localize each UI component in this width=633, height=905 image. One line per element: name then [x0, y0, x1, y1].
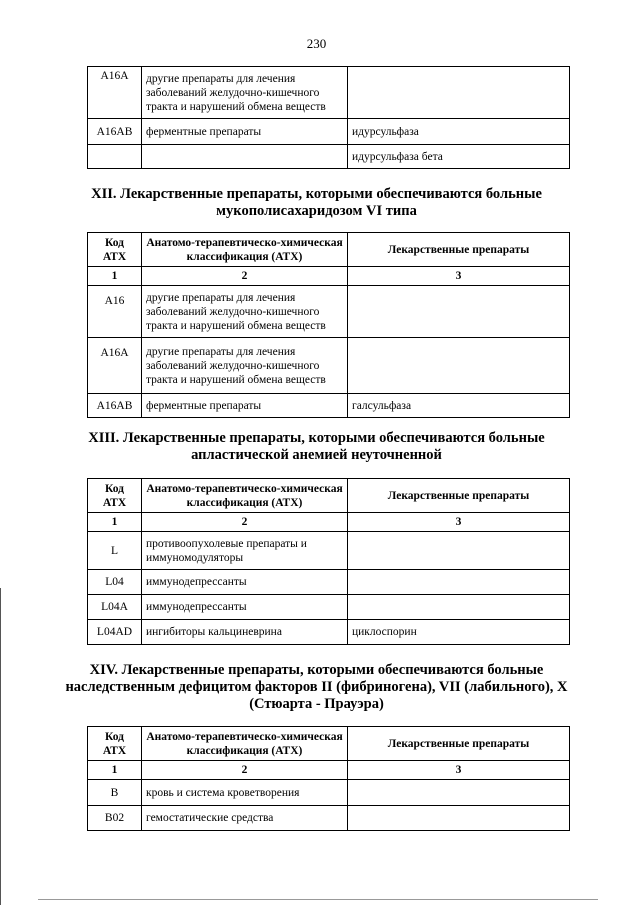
drug-name: [348, 67, 570, 119]
table-header-row: [88, 727, 570, 761]
header-drugs: Лекарственные препараты: [348, 233, 570, 267]
column-number: 3: [348, 267, 570, 286]
header-classification: Анатомо-терапевтическо-химическая классификация (АТХ): [142, 479, 348, 513]
atx-classification: противоопухолевые препараты и иммуномодуляторы: [142, 532, 348, 570]
column-number-row: [88, 761, 570, 780]
table-row: [88, 119, 570, 145]
page-number: 230: [306, 36, 327, 51]
column-number: 1: [88, 761, 142, 780]
atx-code: L04AD: [88, 620, 142, 645]
atx-classification: [142, 145, 348, 169]
table-row: [88, 286, 570, 338]
atx-code: A16AB: [88, 394, 142, 418]
drug-name: [348, 286, 570, 338]
atx-code: [88, 145, 142, 169]
drug-name: [348, 806, 570, 831]
atx-classification: другие препараты для лечения заболеваний желудочно-кишечного тракта и нарушений обмена веществ: [142, 338, 348, 394]
atx-classification: ферментные препараты: [142, 119, 348, 145]
drug-name: [348, 780, 570, 806]
table-row: [88, 780, 570, 806]
atx-classification: ферментные препараты: [142, 394, 348, 418]
atx-classification: иммунодепрессанты: [142, 595, 348, 620]
header-code: Код АТХ: [88, 479, 142, 513]
atx-classification: другие препараты для лечения заболеваний желудочно-кишечного тракта и нарушений обмена веществ: [142, 286, 348, 338]
table-row: [88, 338, 570, 394]
atx-classification: иммунодепрессанты: [142, 570, 348, 595]
column-number: 2: [142, 761, 348, 780]
atx-code: A16A: [88, 67, 142, 119]
table-row: [88, 595, 570, 620]
drug-name: галсульфаза: [348, 394, 570, 418]
drugs-table-xiv: [87, 726, 570, 831]
column-number: 3: [348, 513, 570, 532]
section-title-xii: XII. Лекарственные препараты, которыми обеспечиваются больные мукополисахаридозом VI типа: [91, 186, 542, 219]
table-row: [88, 806, 570, 831]
atx-code: L04: [88, 570, 142, 595]
table-row: [88, 620, 570, 645]
header-code: Код АТХ: [88, 727, 142, 761]
column-number: 3: [348, 761, 570, 780]
atx-code: B02: [88, 806, 142, 831]
drug-name: циклоспорин: [348, 620, 570, 645]
header-code: Код АТХ: [88, 233, 142, 267]
table-row: [88, 67, 570, 119]
atx-code: A16AB: [88, 119, 142, 145]
drug-name: [348, 570, 570, 595]
header-drugs: Лекарственные препараты: [348, 727, 570, 761]
atx-classification: гемостатические средства: [142, 806, 348, 831]
atx-code: B: [88, 780, 142, 806]
header-classification: Анатомо-терапевтическо-химическая классификация (АТХ): [142, 233, 348, 267]
column-number-row: [88, 267, 570, 286]
table-row: [88, 394, 570, 418]
drug-name: [348, 532, 570, 570]
column-number: 2: [142, 267, 348, 286]
header-classification: Анатомо-терапевтическо-химическая классификация (АТХ): [142, 727, 348, 761]
header-drugs: Лекарственные препараты: [348, 479, 570, 513]
continuation-table: [87, 66, 570, 169]
column-number-row: [88, 513, 570, 532]
drug-name: идурсульфаза: [348, 119, 570, 145]
section-title-xiii: XIII. Лекарственные препараты, которыми обеспечиваются больные апластической анемией неуточненной: [88, 430, 545, 463]
column-number: 2: [142, 513, 348, 532]
drug-name: идурсульфаза бета: [348, 145, 570, 169]
table-row: [88, 532, 570, 570]
atx-classification: другие препараты для лечения заболеваний желудочно-кишечного тракта и нарушений обмена веществ: [142, 67, 348, 119]
atx-code: A16A: [88, 338, 142, 394]
drugs-table-xii: [87, 232, 570, 418]
atx-classification: кровь и система кроветворения: [142, 780, 348, 806]
drug-name: [348, 338, 570, 394]
atx-code: L: [88, 532, 142, 570]
drug-name: [348, 595, 570, 620]
atx-code: L04A: [88, 595, 142, 620]
table-row: [88, 570, 570, 595]
column-number: 1: [88, 267, 142, 286]
drugs-table-xiii: [87, 478, 570, 645]
atx-code: A16: [88, 286, 142, 338]
scan-edge-line: [0, 588, 1, 905]
table-header-row: [88, 479, 570, 513]
scan-bottom-line: [38, 899, 598, 900]
table-row: [88, 145, 570, 169]
section-title-xiv: XIV. Лекарственные препараты, которыми обеспечиваются больные наследственным дефицитом факторов II (фибриногена), VII (лабильного), X (Стюарта - Прауэра): [65, 662, 568, 712]
table-header-row: [88, 233, 570, 267]
column-number: 1: [88, 513, 142, 532]
atx-classification: ингибиторы кальциневрина: [142, 620, 348, 645]
